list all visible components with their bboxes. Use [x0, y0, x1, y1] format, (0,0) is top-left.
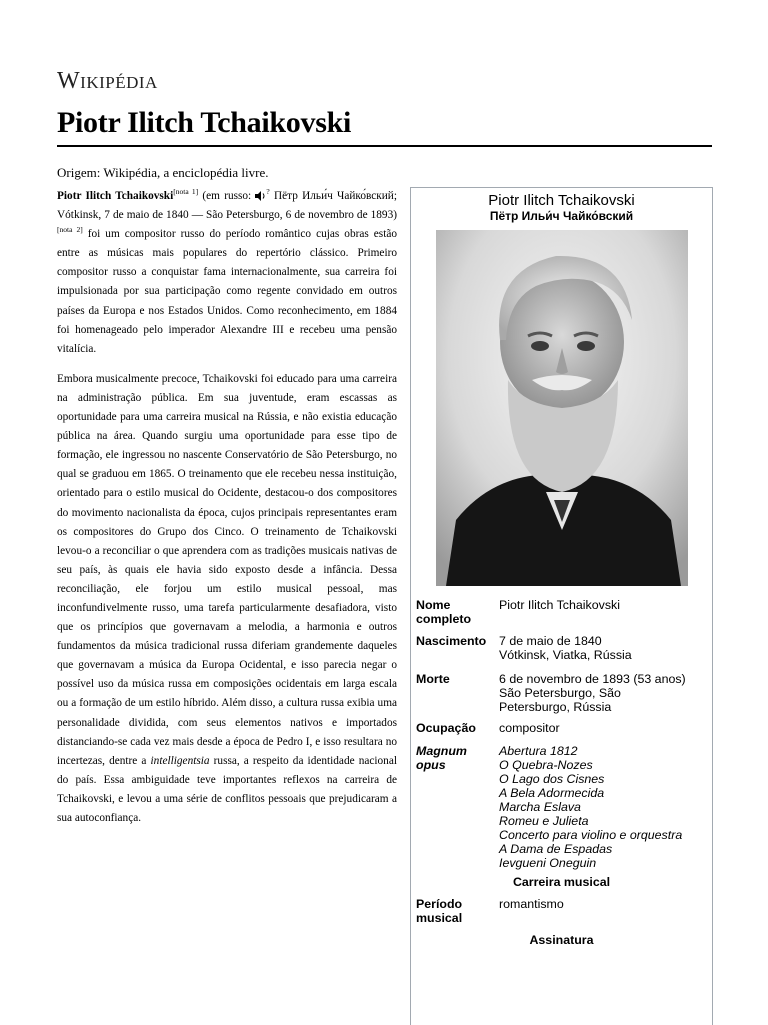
russian-label: (em russo: [198, 190, 256, 202]
morte-date: 6 de novembro de 1893 (53 anos) [499, 672, 686, 686]
ocupacao-label: Ocupação [416, 721, 476, 735]
wikipedia-wordmark[interactable]: Wikipédia [57, 68, 158, 94]
nascimento-date: 7 de maio de 1840 [499, 634, 602, 648]
nome-label: Nome completo [416, 598, 472, 626]
origin-line: Origem: Wikipédia, a enciclopédia livre. [57, 165, 269, 180]
periodo-value[interactable]: romantismo [499, 897, 564, 911]
paragraph-2-text-a: Embora musicalmente precoce, Tchaikovski foi educado para uma carreira na administração pública. Em sua juventude, eram escassas as oportunidade para uma carreira musical na Rússia, e não existia educação pública na área. Quando surgiu uma oportunidade para esse tipo de formação, ele ingressou no nascente Conservatório de São Petersburgo, no qual se graduou em 1865. O treinamento que ele recebeu nessa instituição, orientado para o estilo musical do Ocidente, destacou-o dos compositores do movimento nacionalista da época, cujos principais representantes eram os compositores do Grupo dos Cinco. O treinamento de Tchaikovski levou-o a reconciliar o que aprendera com as tradições musicais nativas de seu país, às quais ele havia sido exposto desde a infância. Dessa reconciliação, ele forjou um estilo musical pessoal, mas inconfundivelmente russo, uma tarefa particularmente desafiadora, visto que os princípios que governavam a melodia, a harmonia e outros fundamentos da música tradicional russa diferiam grandemente daqueles que governavam a música da Europa Ocidental, e isso parecia negar o possível uso da música russa em composições ocidentais em larga escala ou a formação de um estilo híbrido. Além disso, a cultura russa exibia uma personalidade dividida, com seus elementos nativos e importados distanciando-se cada vez mais desde a época de Pedro I, e isso resultara no incertezas, dentre a [57, 372, 397, 767]
work-item[interactable]: A Dama de Espadas [499, 842, 613, 856]
work-item[interactable]: Ievgueni Oneguin [499, 856, 597, 870]
title-divider [57, 145, 712, 147]
page-title: Piotr Ilitch Tchaikovski [57, 106, 351, 139]
paragraph-2-text-b: russa, a respeito da identidade nacional do país. Essa ambiguidade teve importantes reflexos na carreira de Tchaikovski, e levou a uma série de conflitos pessoais que prejudicaram a sua autoconfiança. [57, 754, 397, 824]
work-item[interactable]: Concerto para violino e orquestra [499, 828, 683, 842]
infobox-subtitle: Пётр Ильи́ч Чайко́вский [489, 209, 634, 223]
nascimento-label: Nascimento [416, 634, 487, 648]
ocupacao-value[interactable]: compositor [499, 721, 560, 735]
morte-value [499, 672, 707, 714]
infobox-title: Piotr Ilitch Tchaikovski [488, 192, 635, 209]
work-item[interactable]: A Bela Adormecida [499, 786, 605, 800]
nome-value: Piotr Ilitch Tchaikovski [499, 598, 620, 612]
periodo-label: Período musical [416, 897, 463, 925]
magnum-works [499, 744, 707, 870]
morte-place-1[interactable]: São Petersburgo, São [499, 686, 621, 700]
intelligentsia-term: intelligentsia [150, 754, 210, 767]
work-item[interactable]: Abertura 1812 [499, 744, 578, 758]
audio-help-link[interactable]: ? [266, 187, 270, 197]
carreira-heading: Carreira musical [512, 875, 611, 889]
work-item[interactable]: O Lago dos Cisnes [499, 772, 605, 786]
paragraph-2 [57, 370, 397, 828]
note-2-link[interactable]: [nota 2] [57, 225, 83, 235]
paragraph-1-text: foi um compositor russo do período romântico cujas obras estão entre as músicas mais populares do repertório clássico. Primeiro compositor russo a conquistar fama internacionalmente, sua carreira foi impulsionada por sua participação como regente convidado em outros países da Europa e nos Estados Unidos. Como reconhecimento, em 1884 foi homenageado pelo imperador Alexandre III e recebeu uma pensão vitalícia. [57, 228, 398, 355]
subject-name: Piotr Ilitch Tchaikovski [57, 190, 174, 202]
morte-place-2[interactable]: Petersburgo, Rússia [499, 700, 612, 714]
morte-label: Morte [416, 672, 450, 686]
assinatura-heading: Assinatura [529, 933, 594, 947]
infobox [410, 187, 713, 1025]
work-item[interactable]: Romeu e Julieta [499, 814, 589, 828]
paragraph-1 [57, 187, 397, 359]
speaker-icon[interactable] [255, 191, 266, 201]
portrait-photo[interactable] [436, 230, 688, 586]
nascimento-place[interactable]: Vótkinsk, Viatka, Rússia [499, 648, 632, 662]
russian-name: Пётр Ильи́ч Чайко́вский; Vótkinsk, 7 de maio de 1840 — São Petersburgo, 6 de novembro de 1893) [57, 190, 397, 222]
magnum-label: Magnum opus [416, 744, 467, 772]
work-item[interactable]: O Quebra-Nozes [499, 758, 593, 772]
article-body [57, 187, 397, 839]
note-1-link[interactable]: [nota 1] [173, 187, 199, 197]
nascimento-value [499, 634, 707, 662]
work-item[interactable]: Marcha Eslava [499, 800, 581, 814]
